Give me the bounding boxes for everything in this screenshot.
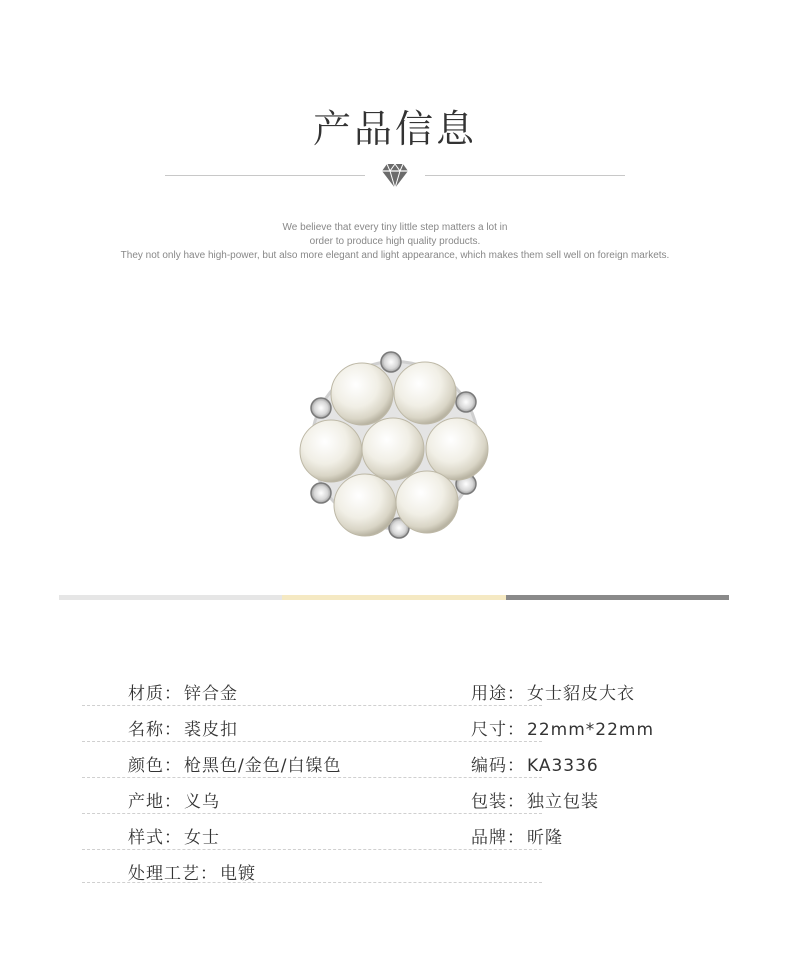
spec-label: 用途： [471,684,525,704]
spec-label: 包装： [471,792,525,812]
spec-value: 女士 [184,828,220,848]
spec-value: 昕隆 [527,828,563,848]
spec-value: 枪黑色/金色/白镍色 [184,756,342,776]
spec-label: 材质： [128,684,182,704]
spec-label: 样式： [128,828,182,848]
tagline-line-3: They not only have high-power, but also more elegant and light appearance, which makes them sell well on foreign markets. [120,250,670,261]
spec-label: 品牌： [471,828,525,848]
spec-process [128,859,256,884]
title-divider-right [425,175,625,176]
spec-value: 义乌 [184,792,220,812]
row-divider [82,705,542,706]
spec-label: 名称： [128,720,182,740]
spec-brand [471,823,563,848]
spec-value: 独立包装 [527,792,599,812]
row-divider [82,777,542,778]
spec-color [128,751,341,776]
row-divider [82,849,542,850]
spec-packaging [471,787,599,812]
spec-value: 女士貂皮大衣 [527,684,635,704]
spec-style [128,823,220,848]
tagline-line-2: order to produce high quality products. [309,236,481,247]
spec-label: 处理工艺： [128,864,218,884]
spec-name [128,715,238,740]
color-band-right [506,595,729,600]
title-divider-left [165,175,365,176]
pearl-rhinestone-button-image [295,345,495,545]
spec-label: 编码： [471,756,525,776]
spec-label: 尺寸： [471,720,525,740]
spec-value: KA3336 [527,756,599,776]
color-band-left [59,595,282,600]
row-divider [82,882,542,883]
row-divider [82,813,542,814]
color-band-middle [282,595,506,600]
page-title: 产品信息 [312,107,477,151]
spec-value: 锌合金 [184,684,238,704]
spec-value: 22mm*22mm [527,720,655,740]
diamond-icon [381,163,409,189]
spec-label: 颜色： [128,756,182,776]
tagline-line-1: We believe that every tiny little step matters a lot in [282,222,508,233]
spec-value: 裘皮扣 [184,720,238,740]
spec-origin [128,787,220,812]
spec-value: 电镀 [220,864,256,884]
spec-label: 产地： [128,792,182,812]
spec-size [471,715,654,740]
row-divider [82,741,542,742]
spec-material [128,679,238,704]
spec-code [471,751,599,776]
spec-usage [471,679,635,704]
